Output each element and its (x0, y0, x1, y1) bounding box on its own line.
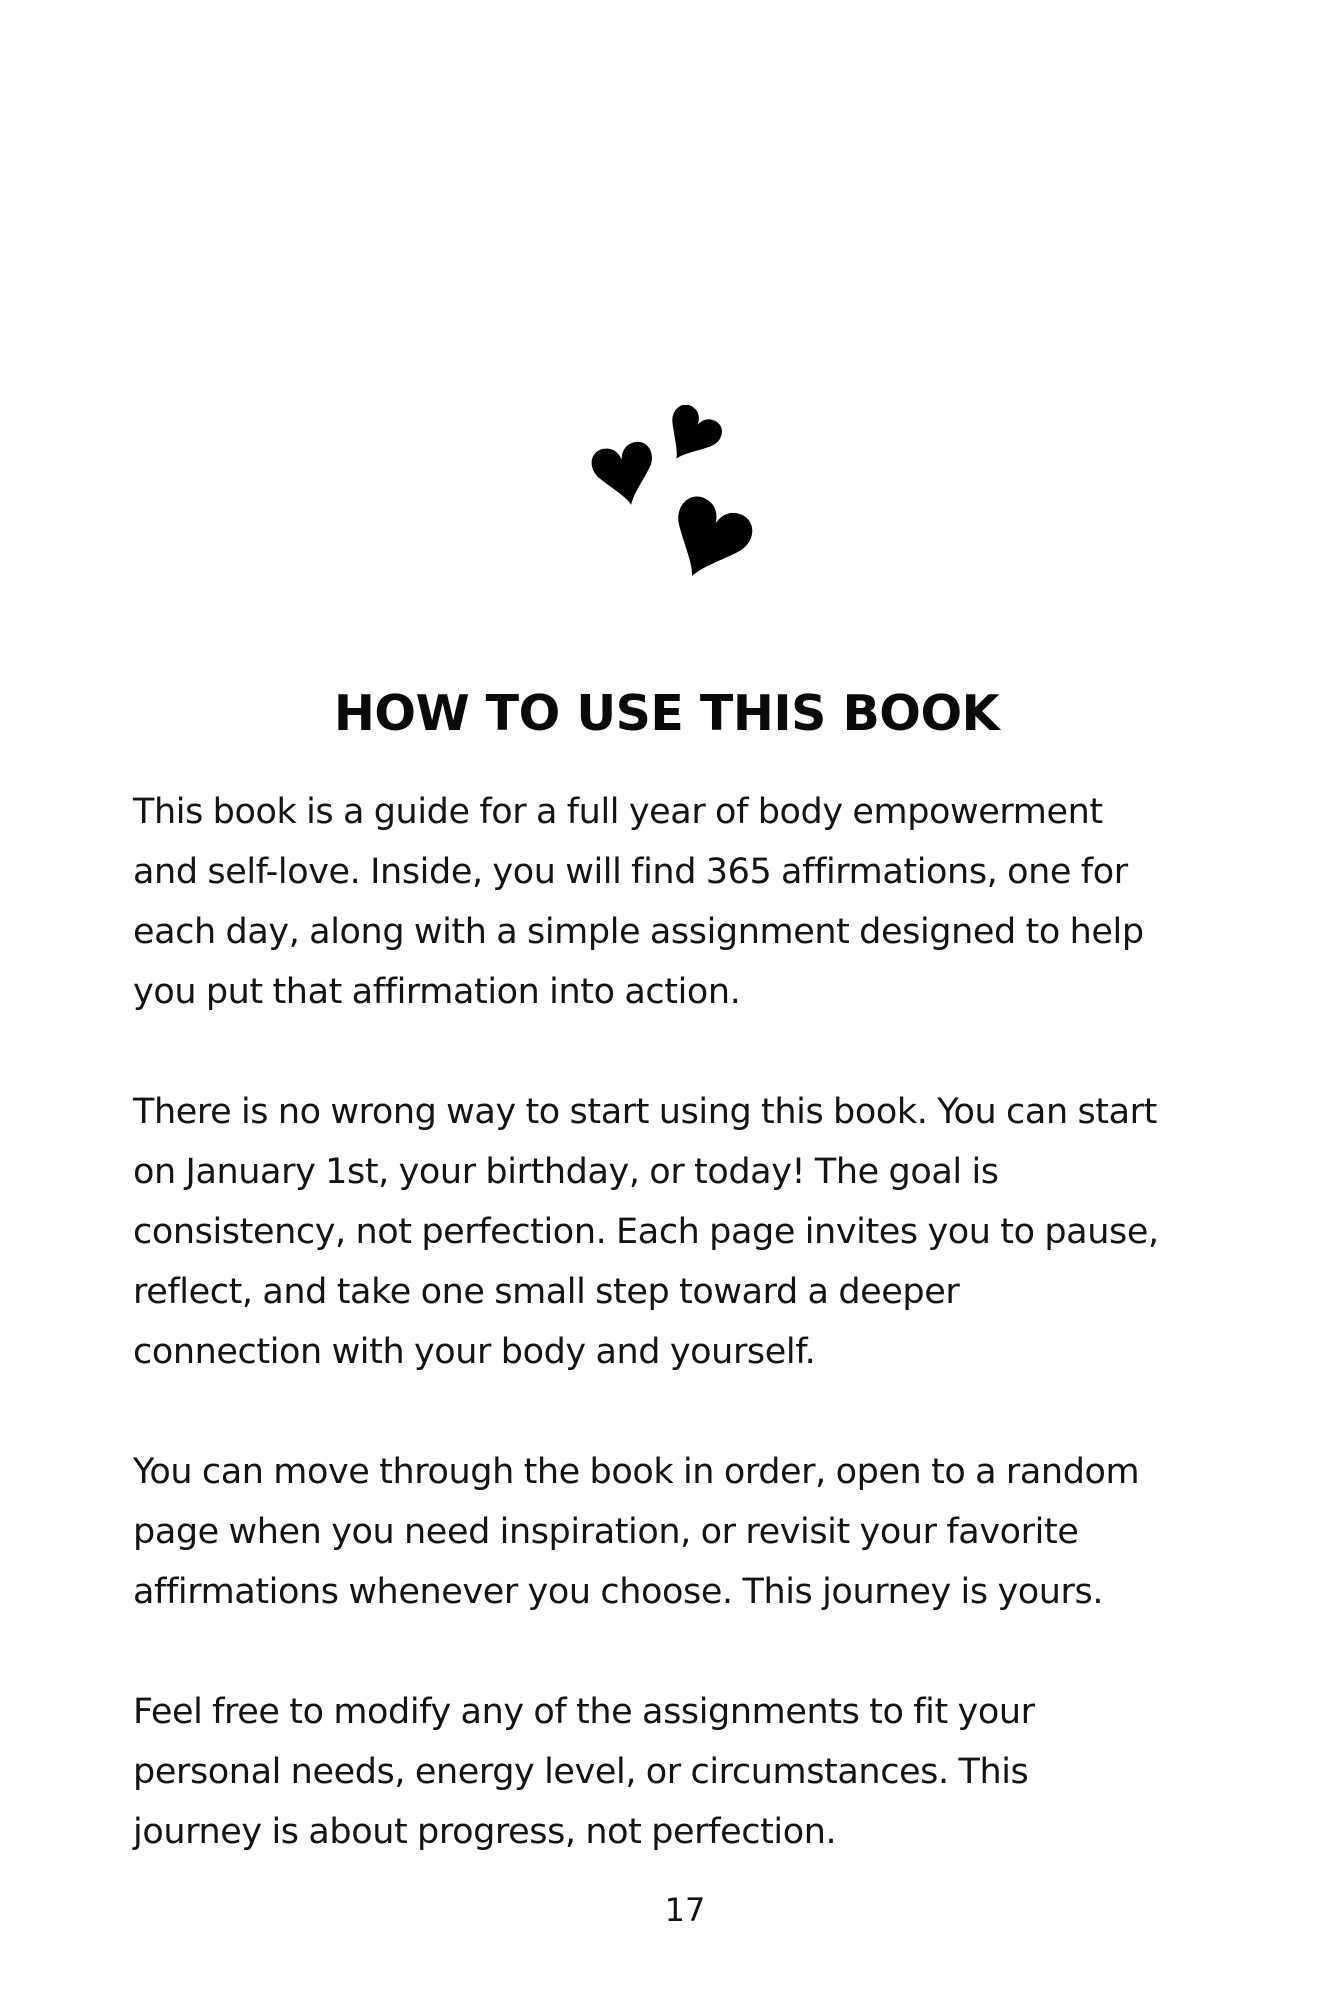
text-line: connection with your body and yourself. (133, 1332, 816, 1372)
paragraph-3 (133, 1442, 1233, 1622)
paragraph-4 (133, 1682, 1233, 1862)
text-line: consistency, not perfection. Each page invites you to pause, (133, 1212, 1159, 1252)
text-line: each day, along with a simple assignment designed to help (133, 912, 1144, 952)
page-title: HOW TO USE THIS BOOK (333, 685, 1000, 742)
heart-icon-bottom (657, 491, 758, 592)
text-line: reflect, and take one small step toward a deeper (133, 1272, 960, 1312)
text-line: and self-love. Inside, you will find 365 affirmations, one for (133, 852, 1128, 892)
page-number: 17 (664, 1891, 706, 1929)
paragraph-2 (133, 1082, 1233, 1382)
hearts-decoration (590, 405, 760, 595)
text-line: personal needs, energy level, or circumstances. This (133, 1752, 1029, 1792)
text-line: journey is about progress, not perfection. (133, 1812, 837, 1852)
text-line: There is no wrong way to start using this book. You can start (133, 1092, 1157, 1132)
text-line: page when you need inspiration, or revisit your favorite (133, 1512, 1079, 1552)
heart-icon-top (654, 405, 727, 473)
body-text (133, 782, 1233, 1922)
text-line: on January 1st, your birthday, or today! The goal is (133, 1152, 999, 1192)
text-line: You can move through the book in order, open to a random (133, 1452, 1140, 1492)
text-line: affirmations whenever you choose. This journey is yours. (133, 1572, 1104, 1612)
text-line: you put that affirmation into action. (133, 972, 741, 1012)
heart-icon-left (590, 439, 661, 511)
paragraph-1 (133, 782, 1233, 1022)
text-line: This book is a guide for a full year of body empowerment (133, 792, 1103, 832)
text-line: Feel free to modify any of the assignments to fit your (133, 1692, 1035, 1732)
three-hearts-icon (590, 405, 760, 595)
